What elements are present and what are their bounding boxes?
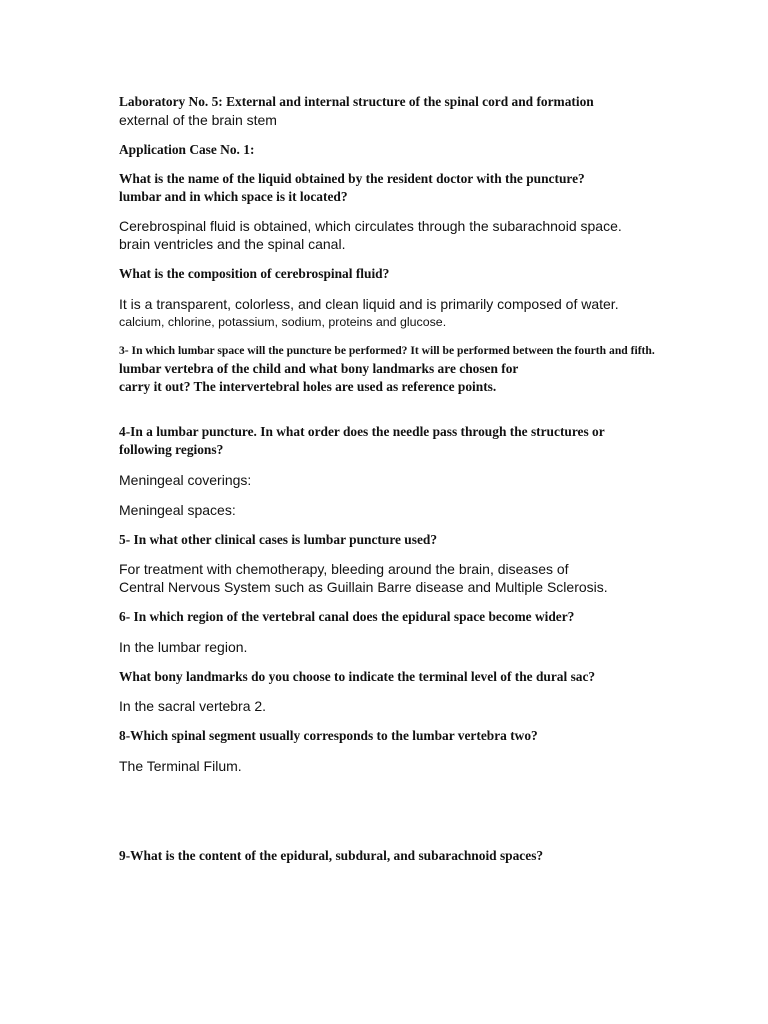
question-8: 8-Which spinal segment usually corresponds to the lumbar vertebra two?: [119, 728, 538, 743]
question-2: What is the composition of cerebrospinal fluid?: [119, 266, 390, 281]
question-9: 9-What is the content of the epidural, subdural, and subarachnoid spaces?: [119, 848, 544, 863]
answer-8: The Terminal Filum.: [119, 758, 242, 774]
question-1-line-1: What is the name of the liquid obtained by the resident doctor with the puncture?: [119, 171, 585, 186]
answer-1-line-2: brain ventricles and the spinal canal.: [119, 236, 346, 252]
lab-title-continuation: external of the brain stem: [119, 112, 277, 128]
question-5: 5- In what other clinical cases is lumbar puncture used?: [119, 532, 438, 547]
question-1-line-2: lumbar and in which space is it located?: [119, 189, 348, 204]
question-3-line-1: 3- In which lumbar space will the puncture be performed? It will be performed between the fourth and fifth.: [119, 344, 655, 357]
question-3-line-2: lumbar vertebra of the child and what bony landmarks are chosen for: [119, 361, 519, 376]
answer-2-line-2: calcium, chlorine, potassium, sodium, proteins and glucose.: [119, 315, 447, 329]
question-3-line-3: carry it out? The intervertebral holes are used as reference points.: [119, 379, 497, 394]
question-7: What bony landmarks do you choose to indicate the terminal level of the dural sac?: [119, 669, 596, 684]
answer-5-line-2: Central Nervous System such as Guillain Barre disease and Multiple Sclerosis.: [119, 579, 608, 595]
answer-7: In the sacral vertebra 2.: [119, 698, 267, 714]
answer-5-line-1: For treatment with chemotherapy, bleeding around the brain, diseases of: [119, 561, 569, 577]
answer-4-coverings: Meningeal coverings:: [119, 472, 252, 488]
answer-2-line-1: It is a transparent, colorless, and clean liquid and is primarily composed of water.: [119, 296, 619, 312]
lab-title: Laboratory No. 5: External and internal structure of the spinal cord and formation: [119, 94, 594, 109]
question-4-line-1: 4-In a lumbar puncture. In what order does the needle pass through the structures or: [119, 424, 605, 439]
answer-4-spaces: Meningeal spaces:: [119, 502, 236, 518]
question-6: 6- In which region of the vertebral canal does the epidural space become wider?: [119, 609, 575, 624]
question-4-line-2: following regions?: [119, 442, 224, 457]
answer-6: In the lumbar region.: [119, 639, 248, 655]
case-heading: Application Case No. 1:: [119, 142, 255, 157]
answer-1-line-1: Cerebrospinal fluid is obtained, which circulates through the subarachnoid space.: [119, 218, 622, 234]
